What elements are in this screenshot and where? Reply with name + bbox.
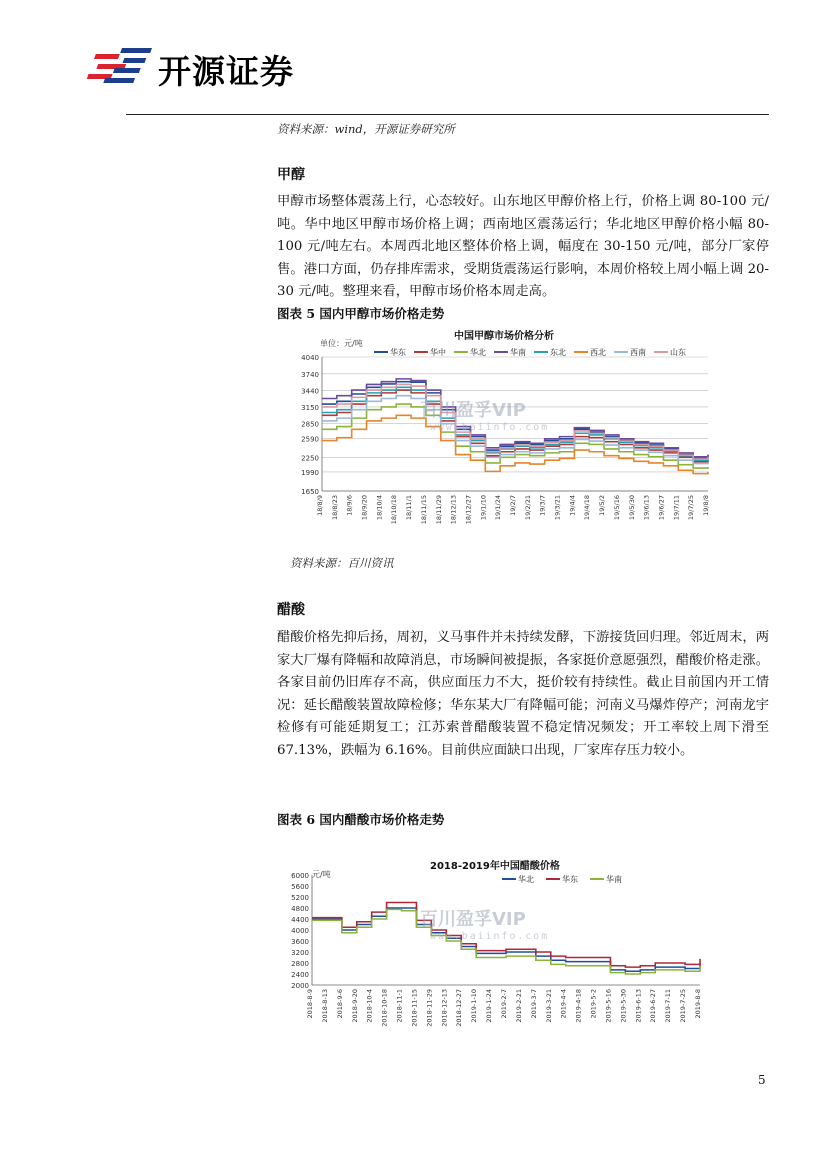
acetic-price-chart <box>291 855 702 1035</box>
brand-name: 开源证券 <box>158 52 294 91</box>
x-tick-label: 2018-10-4 <box>365 989 374 1023</box>
figure-title-acetic: 图表 6 国内醋酸市场价格走势 <box>277 812 445 827</box>
chart-watermark-url: www.baiinfo.com <box>430 931 550 942</box>
x-tick-label: 18/11/15 <box>419 495 428 525</box>
x-tick-label: 2018-12-27 <box>455 989 464 1027</box>
legend-label: 西北 <box>590 348 606 357</box>
y-tick-label: 3200 <box>291 949 309 957</box>
y-tick-label: 2400 <box>291 971 309 979</box>
x-tick-label: 18/11/29 <box>434 495 443 525</box>
y-tick-label: 6000 <box>291 872 309 880</box>
chart-watermark: 百川盈孚VIP <box>420 909 526 930</box>
x-tick-label: 2018-10-18 <box>380 989 389 1027</box>
x-tick-label: 2019-3-21 <box>544 989 553 1023</box>
x-tick-label: 19/3/7 <box>538 495 547 516</box>
y-tick-label: 2850 <box>301 420 319 429</box>
y-tick-label: 2590 <box>301 435 319 444</box>
x-tick-label: 2019-2-7 <box>500 989 508 1019</box>
source-note-methanol: 资料来源：百川资讯 <box>290 556 394 570</box>
section-heading-methanol: 甲醇 <box>277 167 305 183</box>
x-tick-label: 2019-3-7 <box>529 989 538 1019</box>
x-tick-label: 2019-5-30 <box>619 989 628 1023</box>
x-tick-label: 2019-2-21 <box>514 989 523 1023</box>
x-tick-label: 19/2/21 <box>523 495 532 521</box>
y-tick-label: 3440 <box>301 387 319 396</box>
x-tick-label: 2019-5-16 <box>604 989 613 1023</box>
y-tick-label: 1990 <box>301 468 319 477</box>
source-note-1: 资料来源：wind，开源证券研究所 <box>277 122 455 136</box>
x-tick-label: 19/4/18 <box>583 495 592 521</box>
chart-title: 中国甲醇市场价格分析 <box>454 331 554 342</box>
x-tick-label: 2018-8-9 <box>306 989 314 1019</box>
y-tick-label: 2000 <box>291 982 309 990</box>
chart-unit-label: 元/吨 <box>312 870 331 879</box>
x-tick-label: 19/7/11 <box>672 495 681 521</box>
y-tick-label: 4800 <box>291 905 309 913</box>
methanol-paragraph: 甲醇市场整体震荡上行，心态较好。山东地区甲醇价格上行，价格上调 80-100 元/吨。华中地区甲醇市场价格上调；西南地区震荡运行；华北地区甲醇价格小幅 80-100 元/吨左右。本周西北地区整体价格上调，幅度在 30-150 元/吨，部分厂家停售。港口方面，仍存排库需求，受期货震荡运行影响，本周价格较上周小幅上调 20-30 元/吨。整理来看，甲醇市场价格本周走高。 <box>277 194 769 299</box>
x-tick-label: 18/11/1 <box>405 495 414 521</box>
chart-title: 2018-2019年中国醋酸价格 <box>430 861 560 872</box>
x-tick-label: 19/2/7 <box>509 495 517 516</box>
x-tick-label: 19/1/24 <box>494 495 503 521</box>
x-tick-label: 18/9/20 <box>360 495 369 521</box>
x-tick-label: 18/12/13 <box>449 495 458 525</box>
legend-label: 华南 <box>606 875 622 884</box>
y-tick-label: 2250 <box>301 454 319 463</box>
x-tick-label: 2019-5-2 <box>589 989 598 1019</box>
x-tick-label: 19/7/25 <box>687 495 696 521</box>
x-tick-label: 18/8/23 <box>330 495 339 521</box>
legend-label: 华东 <box>390 348 406 357</box>
x-tick-label: 2018-9-6 <box>335 989 344 1019</box>
x-tick-label: 19/5/16 <box>612 495 621 521</box>
x-tick-label: 18/8/9 <box>316 495 324 516</box>
x-tick-label: 2019-4-18 <box>574 989 583 1023</box>
legend-label: 华北 <box>518 875 534 884</box>
x-tick-label: 2019-6-13 <box>634 989 643 1023</box>
x-tick-label: 2018-11-15 <box>410 989 419 1027</box>
legend-label: 华南 <box>510 348 526 357</box>
y-tick-label: 4400 <box>291 916 309 924</box>
x-tick-label: 19/4/4 <box>568 495 577 516</box>
legend-label: 华北 <box>470 348 486 357</box>
x-tick-label: 2019-6-27 <box>649 989 658 1023</box>
header-divider <box>126 114 769 115</box>
x-tick-label: 19/3/21 <box>553 495 562 521</box>
x-tick-label: 19/6/27 <box>657 495 666 521</box>
chart-watermark-url: www.baiinfo.com <box>430 422 550 433</box>
y-tick-label: 5200 <box>291 894 309 902</box>
y-tick-label: 3740 <box>301 370 319 379</box>
methanol-price-chart <box>301 324 714 544</box>
x-tick-label: 2018-11-29 <box>425 989 434 1027</box>
legend-label: 西南 <box>630 348 646 357</box>
section-heading-acetic: 醋酸 <box>277 602 305 618</box>
x-tick-label: 2019-1-24 <box>485 989 494 1023</box>
x-tick-label: 19/1/10 <box>479 495 488 521</box>
x-tick-label: 2018-9-20 <box>350 989 359 1023</box>
x-tick-label: 19/6/13 <box>642 495 651 521</box>
y-tick-label: 5600 <box>291 883 309 891</box>
x-tick-label: 2019-7-11 <box>664 989 673 1023</box>
x-tick-label: 18/10/18 <box>390 495 399 525</box>
chart-unit-label: 单位：元/吨 <box>320 339 363 348</box>
figure-title-methanol: 图表 5 国内甲醇市场价格走势 <box>277 306 445 321</box>
x-tick-label: 19/5/2 <box>598 495 607 516</box>
x-tick-label: 19/8/8 <box>702 495 710 516</box>
chart-watermark: 百川盈孚VIP <box>420 400 526 421</box>
x-tick-label: 19/5/30 <box>627 495 636 521</box>
acetic-paragraph: 醋酸价格先抑后扬，周初，义马事件并未持续发酵，下游接货回归理。邻近周末，两家大厂爆有降幅和故障消息，市场瞬间被提振，各家挺价意愿强烈，醋酸价格走涨。各家目前仍旧库存不高，供应面压力不大，挺价较有持续性。截止目前国内开工情况：延长醋酸装置故障检修；华东某大厂有降幅可能；河南义马爆炸停产；河南龙宇检修有可能延期复工；江苏索普醋酸装置不稳定情况频发；开工率较上周下滑至 67.13%，跌幅为 6.16%。目前供应面缺口出现，厂家库存压力较小。 <box>277 630 769 758</box>
x-tick-label: 2018-12-13 <box>440 989 449 1027</box>
x-tick-label: 2019-1-10 <box>470 989 479 1023</box>
y-tick-label: 4040 <box>301 354 319 362</box>
legend-label: 东北 <box>550 348 566 357</box>
x-tick-label: 2018-11-1 <box>395 989 404 1023</box>
legend-label: 华中 <box>430 348 446 357</box>
x-tick-label: 18/9/6 <box>345 495 354 516</box>
y-tick-label: 1650 <box>301 488 319 496</box>
y-tick-label: 3150 <box>301 403 319 412</box>
legend-label: 山东 <box>670 348 686 357</box>
x-tick-label: 2019-8-8 <box>694 989 702 1019</box>
page-number: 5 <box>758 1073 766 1087</box>
x-tick-label: 2019-4-4 <box>559 989 568 1019</box>
x-tick-label: 2019-7-25 <box>679 989 688 1023</box>
x-tick-label: 18/12/27 <box>464 495 473 525</box>
y-tick-label: 3600 <box>291 938 309 946</box>
legend-label: 华东 <box>562 875 578 884</box>
y-tick-label: 4000 <box>291 927 309 935</box>
x-tick-label: 18/10/4 <box>375 495 384 521</box>
x-tick-label: 2018-8-13 <box>320 989 329 1023</box>
y-tick-label: 2800 <box>291 960 309 968</box>
